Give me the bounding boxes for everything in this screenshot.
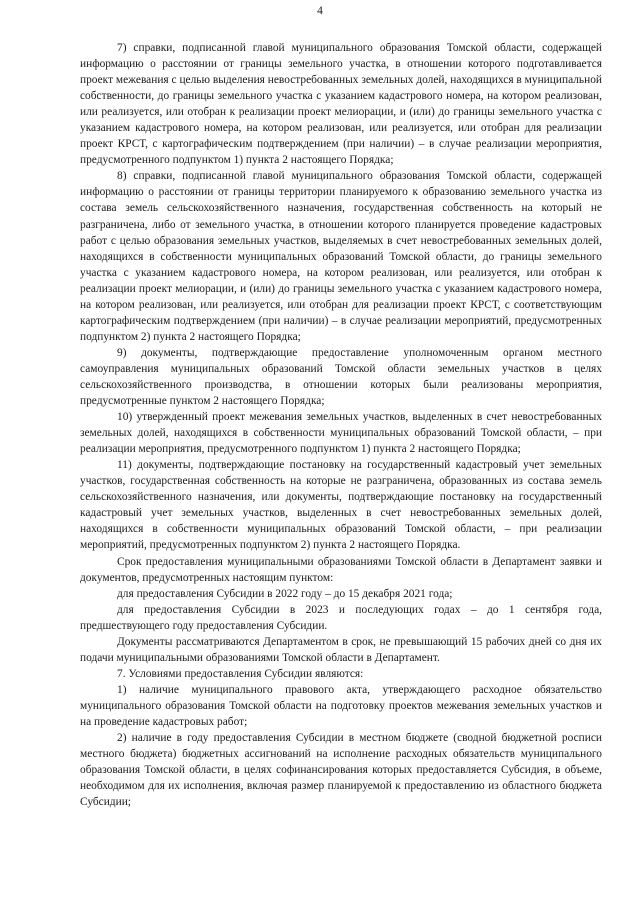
paragraph-item-10: 10) утвержденный проект межевания земельных участков, выделенных в счет невостребованных земельных долей, находящихся в собственности муниципальных образований Томской области, – при реализации мероприятия, предусмотренного подпунктом 1) пункта 2 настоящего Порядка; [80,411,602,456]
paragraph-deadline-2023: для предоставления Субсидии в 2023 и последующих годах – до 1 сентября года, предшествующего году предоставления Субсидии. [80,603,602,632]
paragraph-item-11: 11) документы, подтверждающие постановку на государственный кадастровый учет земельных участков, государственная собственность на которые не разграничена, образованных из состава земель сельскохозяйственного назначения, или документы, подтверждающие постановку на государственный кадастровый учет земельных участков, выделенных в счет невостребованных земельных долей, находящихся в собственности муниципальных образований Томской области, – при реализации мероприятий, предусмотренных подпунктом 2) пункта 2 настоящего Порядка. [80,459,602,552]
section-7-heading: 7. Условиями предоставления Субсидии являются: [117,667,364,680]
paragraph-item-8: 8) справки, подписанной главой муниципального образования Томской области, содержащей информацию о расстоянии от границы территории планируемого к образованию земельного участка из состава земель сельскохозяйственного назначения, государственная собственность на который не разграничена, либо от земельного участка, в отношении которого планируется проведение кадастровых работ с целью образования земельных участков, выделяемых в счет невостребованных земельных долей, находящихся в собственности муниципальных образований Томской области, до границы земельного участка с указанием кадастрового номера, на котором реализован, или реализуется, или отобран к реализации проект мелиорации, и (или) до границы земельного участка с указанием кадастрового номера, на котором реализован, или реализуется, или отобран для реализации проект КРСТ, с соответствующим картографическим подтверждением (при наличии) – в случае реализации мероприятий, предусмотренных подпунктом 2) пункта 2 настоящего Порядка; [80,170,602,343]
paragraph-item-9: 9) документы, подтверждающие предоставление уполномоченным органом местного самоуправления муниципальных образований Томской области земельных участков в целях сельскохозяйственного производства, в отношении которых были реализованы мероприятия, предусмотренные пунктом 2 настоящего Порядка; [80,346,602,408]
paragraph-review-term: Документы рассматриваются Департаментом в срок, не превышающий 15 рабочих дней со дня их подачи муниципальными образованиями Томской области в Департамент. [80,635,602,664]
paragraph-deadline-2022: для предоставления Субсидии в 2022 году – до 15 декабря 2021 года; [117,587,453,600]
page-number: 4 [317,5,323,17]
document-body [80,40,602,810]
paragraph-condition-2: 2) наличие в году предоставления Субсидии в местном бюджете (сводной бюджетной росписи местного бюджета) бюджетных ассигнований на исполнение расходных обязательств муниципального образования Томской области, в целях софинансирования которых предоставляется Субсидия, в объеме, необходимом для их исполнения, включая размер планируемой к предоставлению из областного бюджета Субсидии; [80,732,602,809]
paragraph-deadline-intro: Срок предоставления муниципальными образованиями Томской области в Департамент заявки и документов, предусмотренных настоящим пунктом: [80,555,602,584]
paragraph-item-7: 7) справки, подписанной главой муниципального образования Томской области, содержащей информацию о расстоянии от границы земельного участка, в отношении которого подготавливается проект межевания с целью выделения невостребованных земельных долей, находящихся в муниципальной собственности, до границы земельного участка с указанием кадастрового номера, на котором реализован, или реализуется, или отобран к реализации проект мелиорации, и (или) до границы земельного участка с указанием кадастрового номера, на котором реализован, или реализуется, или отобран для реализации проект КРСТ, с картографическим подтверждением (при наличии) – в случае реализации мероприятия, предусмотренного подпунктом 1) пункта 2 настоящего Порядка; [80,42,602,167]
paragraph-condition-1: 1) наличие муниципального правового акта, утверждающего расходное обязательство муниципального образования Томской области на подготовку проектов межевания земельных участков и на проведение кадастровых работ; [80,683,602,728]
